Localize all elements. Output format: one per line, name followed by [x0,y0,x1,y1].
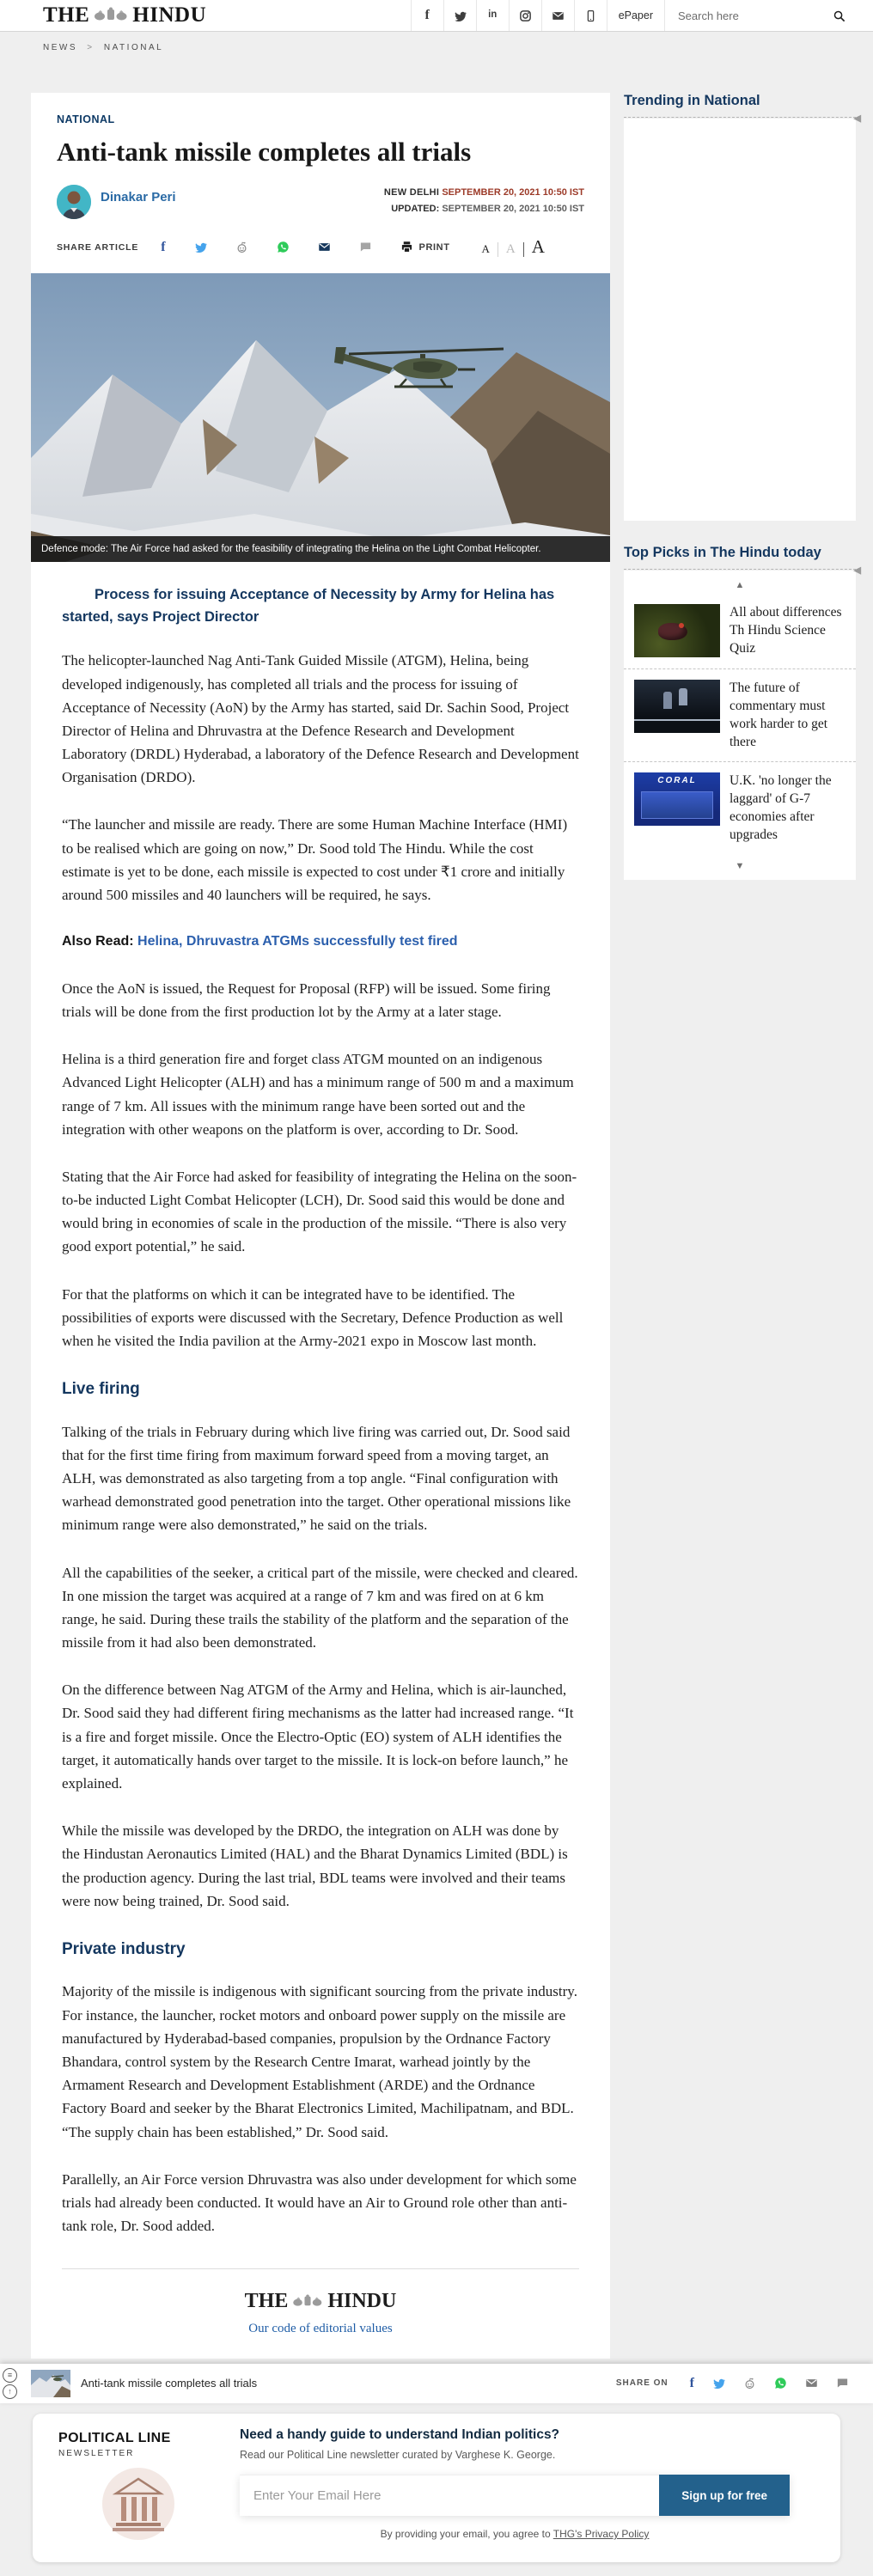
paragraph: All the capabilities of the seeker, a critical part of the missile, were checked and cleared. In one mission the target was acquired at a range of 7 km and was fired on at 6 km range, he said. During these trails the stability of the platform and the separation of the missile from it had also been demonstrated. [62,1564,578,1651]
paragraph: Stating that the Air Force had asked for feasibility of integrating the Helina on the soon-to-be inducted Light Combat Helicopter (LCH), Dr. Sood said this would be done and would bring in economies of scale in the production of the missile. “There is also very good export potential,” he said. [62,1168,577,1255]
paragraph: Parallelly, an Air Force version Dhruvastra was also under development for which some trials had already been conducted. It would have an Air to Ground role other than anti-tank role, Dr. Sood added. [62,2170,577,2235]
top-circle-button[interactable]: ↑ [3,2384,17,2399]
paragraph: For that the platforms on which it can be integrated have to be identified. The possibilities of exports were discussed with the Secretary, Defence Production as well when he visited the India pavilion at the Army-2021 expo in Moscow last month. [62,1285,564,1350]
newsletter-form [240,2475,790,2516]
reddit-icon[interactable] [743,2377,756,2390]
updated-date: SEPTEMBER 20, 2021 10:50 IST [442,203,584,214]
top-picks-box [624,571,856,880]
newsletter-headline-block [240,2427,815,2463]
paragraph: Helina is a third generation fire and forget class ATGM mounted on an indigenous Advanced Light Helicopter (ALH) and has a minimum range of 500 m and a maximum range of 7 km. All issues with the minimum range have been sorted out and the integration with other weapons on the platform is over, according to Dr. Sood. [62,1051,574,1138]
menu-circle-button[interactable]: ≡ [3,2368,17,2383]
also-read-row [62,931,579,953]
share-article-label: SHARE ARTICLE [57,241,139,253]
ad-placeholder [624,119,856,521]
search-box [664,0,847,31]
byline-row [57,185,584,219]
article-footer [62,2268,579,2359]
top-picks-heading [624,545,861,576]
paragraph: Once the AoN is issued, the Request for Proposal (RFP) will be issued. Some firing trials will be done from the first production lot by the Army at a later stage. [62,980,551,1020]
newsletter-brand [58,2427,217,2463]
paragraph: While the missile was developed by the DRDO, the integration on ALH was done by the Hindustan Aeronautics Limited (HAL) and the Bharat Dynamics Limited (BDL) is the production agency. During the last trial, BDL teams were involved and their teams were now being trained, Dr. Sood said. [62,1822,568,1909]
paragraph: Majority of the missile is indigenous with significant sourcing from the private industry. For instance, the launcher, rocket motors and onboard power supply on the missile are manufactured by Hyderabad-based companies, propulsion by the Ordnance Factory Bhandara, control system by the Research Centre Imarat, warhead jointly by the Armament Research and Development Establishment (ARDE) and the Ordnance Factory Board and seeker by the Bharat Electronics Limited, Machilipatnam, and BDL. “The supply chain has been established,” Dr. Sood said. [62,1983,577,2140]
scroll-down-icon[interactable]: ▼ [735,861,745,872]
reddit-icon[interactable] [235,241,248,253]
main-layout [0,52,873,2359]
footer-logo-the: THE [244,2290,289,2313]
paragraph: “The launcher and missile are ready. There are some Human Machine Interface (HMI) to be realised which are going on now,” Dr. Sood told The Hindu. While the cost estimate is yet to be done, each missile is expected to cost under ₹1 crore and initially around 500 missiles and 40 launchers will be required, he says. [62,816,568,903]
helicopter-mountain-illustration [31,273,610,562]
font-size-large-button[interactable]: A [531,236,545,258]
author-avatar[interactable] [57,185,91,219]
search-input[interactable] [676,9,800,23]
header-social-icons [411,0,607,31]
hero-image [31,273,610,562]
article-thumbnail [31,2370,70,2397]
sticky-share-bar [0,2364,873,2403]
sticky-share-icons [690,2377,849,2390]
privacy-note [240,2528,790,2540]
privacy-note-text: By providing your email, you agree to [380,2528,553,2540]
mail-icon[interactable] [318,241,331,253]
dateline-location: NEW DELHI [383,187,440,198]
breadcrumb [0,32,873,52]
share-on-label: SHARE ON [615,2378,668,2389]
share-icons [161,241,371,254]
also-read-label: Also Read: [62,934,138,949]
logo-text-hindu: HINDU [132,3,207,27]
top-pick-title: The future of commentary must work harder to get there [730,680,828,749]
font-size-medium-button[interactable]: A [498,242,524,257]
newsletter-card [33,2414,840,2562]
article-card [31,93,610,2359]
coral-sign-text: CORAL [657,776,697,786]
top-picks-list [624,594,856,855]
top-pick-thumbnail [634,604,720,657]
top-pick-item[interactable] [624,594,856,668]
trending-heading [624,93,861,124]
standfirst: Process for issuing Acceptance of Necessity by Army for Helina has started, says Project Director [62,587,555,625]
facebook-icon[interactable]: f [689,2375,694,2390]
newsletter-brand-sub: NEWSLETTER [58,2448,135,2458]
breadcrumb-separator: > [87,43,95,52]
updated-label: UPDATED: [391,203,440,214]
article-body [31,562,610,2237]
font-size-small-button[interactable]: A [481,242,490,256]
author-name[interactable]: Dinakar Peri [101,190,176,205]
newsletter-headline: Need a handy guide to understand Indian politics? [240,2426,560,2442]
publish-date: SEPTEMBER 20, 2021 10:50 IST [442,187,584,198]
crest-icon [94,3,128,27]
top-pick-thumbnail [634,772,720,826]
comment-icon[interactable] [359,241,372,253]
header-actions [411,0,847,31]
paragraph: The helicopter-launched Nag Anti-Tank Guided Missile (ATGM), Helina, being developed indigenously, has completed all trials and the process for issuing of Acceptance of Necessity (AoN) by the Army has started, said Dr. Sachin Sood, Project Director of Helina and Dhruvastra at the Defence Research and Development Laboratory (DRDL) Hyderabad, a laboratory of the Defence Research and Development Organisation (DRDO). [62,652,579,786]
whatsapp-icon[interactable] [774,2377,787,2390]
dateline [384,185,584,217]
mail-icon[interactable] [541,0,574,31]
twitter-icon[interactable] [712,2377,725,2390]
linkedin-icon[interactable]: in [476,0,509,31]
comment-icon[interactable] [836,2377,849,2390]
page-title: Anti-tank missile completes all trials [57,137,472,167]
paragraph: On the difference between Nag ATGM of the Army and Helina, which is air-launched, Dr. Sood said they had different firing mechanisms as the latter had increased range. “It is a fire and forget missile. Once the Electro-Optic (EO) system of ALH identifies the target, it automatically hands over target to the missile. It is lock-on before launch,” he explained. [62,1682,574,1792]
whatsapp-icon[interactable] [277,241,290,253]
top-pick-title: U.K. 'no longer the laggard' of G-7 economies after upgrades [730,773,832,843]
top-picks-section [624,545,861,880]
print-button[interactable] [400,241,450,253]
facebook-icon[interactable]: f [161,239,166,254]
collapse-arrow-icon[interactable]: ◀ [853,113,861,124]
floating-buttons [3,2368,17,2399]
sidebar [624,93,861,880]
search-icon[interactable] [833,9,846,22]
scroll-up-icon[interactable]: ▲ [735,580,745,590]
sticky-share-group [616,2377,849,2390]
trending-title: Trending in National [624,93,760,108]
privacy-policy-link[interactable]: THG's Privacy Policy [552,2528,650,2540]
footer-logo [245,2290,397,2313]
print-label: PRINT [418,241,450,253]
sticky-article-title[interactable]: Anti-tank missile completes all trials [81,2377,258,2390]
mobile-icon[interactable] [574,0,607,31]
instagram-icon[interactable] [509,0,541,31]
article-header [31,113,610,219]
logo-text-the: THE [43,3,90,27]
top-picks-title: Top Picks in The Hindu today [624,545,821,560]
epaper-link[interactable]: ePaper [607,0,664,31]
bottom-stack [0,2364,873,2562]
top-pick-thumbnail [634,680,720,733]
collapse-arrow-icon[interactable]: ◀ [853,565,861,576]
newsletter-form-block [240,2463,790,2545]
newsletter-description: Read our Political Line newsletter curated by Varghese K. George. [240,2448,556,2461]
top-pick-item[interactable] [624,761,856,855]
newsletter-brand-name: POLITICAL LINE [58,2430,171,2445]
site-header [0,0,873,32]
email-field[interactable] [240,2475,659,2516]
print-icon [400,241,413,253]
top-pick-item[interactable] [624,668,856,762]
building-illustration [58,2463,217,2545]
section-heading: Live firing [62,1380,140,1399]
font-size-controls [474,236,552,258]
mail-icon[interactable] [805,2377,818,2390]
twitter-icon[interactable] [443,0,476,31]
also-read-link[interactable]: Helina, Dhruvastra ATGMs successfully test fired [137,934,458,949]
breadcrumb-news[interactable]: NEWS [43,43,77,52]
paragraph: Talking of the trials in February during which live firing was carried out, Dr. Sood said that for the first time firing from maximum forward speed from a moving target, an ALH, was demonstrated as also targeting from a top angle. “Final configuration with warhead demonstrated good penetration into the target. Other operational missions like minimum range were also demonstrated,” he said on the trials. [62,1423,571,1534]
twitter-icon[interactable] [194,241,207,253]
site-logo[interactable] [43,3,206,27]
facebook-icon[interactable]: f [411,0,443,31]
editorial-values-link[interactable]: Our code of editorial values [248,2322,393,2336]
footer-crest-icon [292,2290,323,2313]
signup-button[interactable]: Sign up for free [659,2475,790,2516]
top-pick-title: All about differences Th Hindu Science Quiz [730,605,842,656]
footer-logo-hindu: HINDU [327,2290,397,2313]
breadcrumb-national[interactable]: NATIONAL [103,43,164,52]
share-row [31,219,610,270]
section-kicker[interactable]: NATIONAL [57,113,115,125]
image-caption: Defence mode: The Air Force had asked for the feasibility of integrating the Helina on the Light Combat Helicopter. [31,536,610,562]
section-heading: Private industry [62,1939,186,1958]
